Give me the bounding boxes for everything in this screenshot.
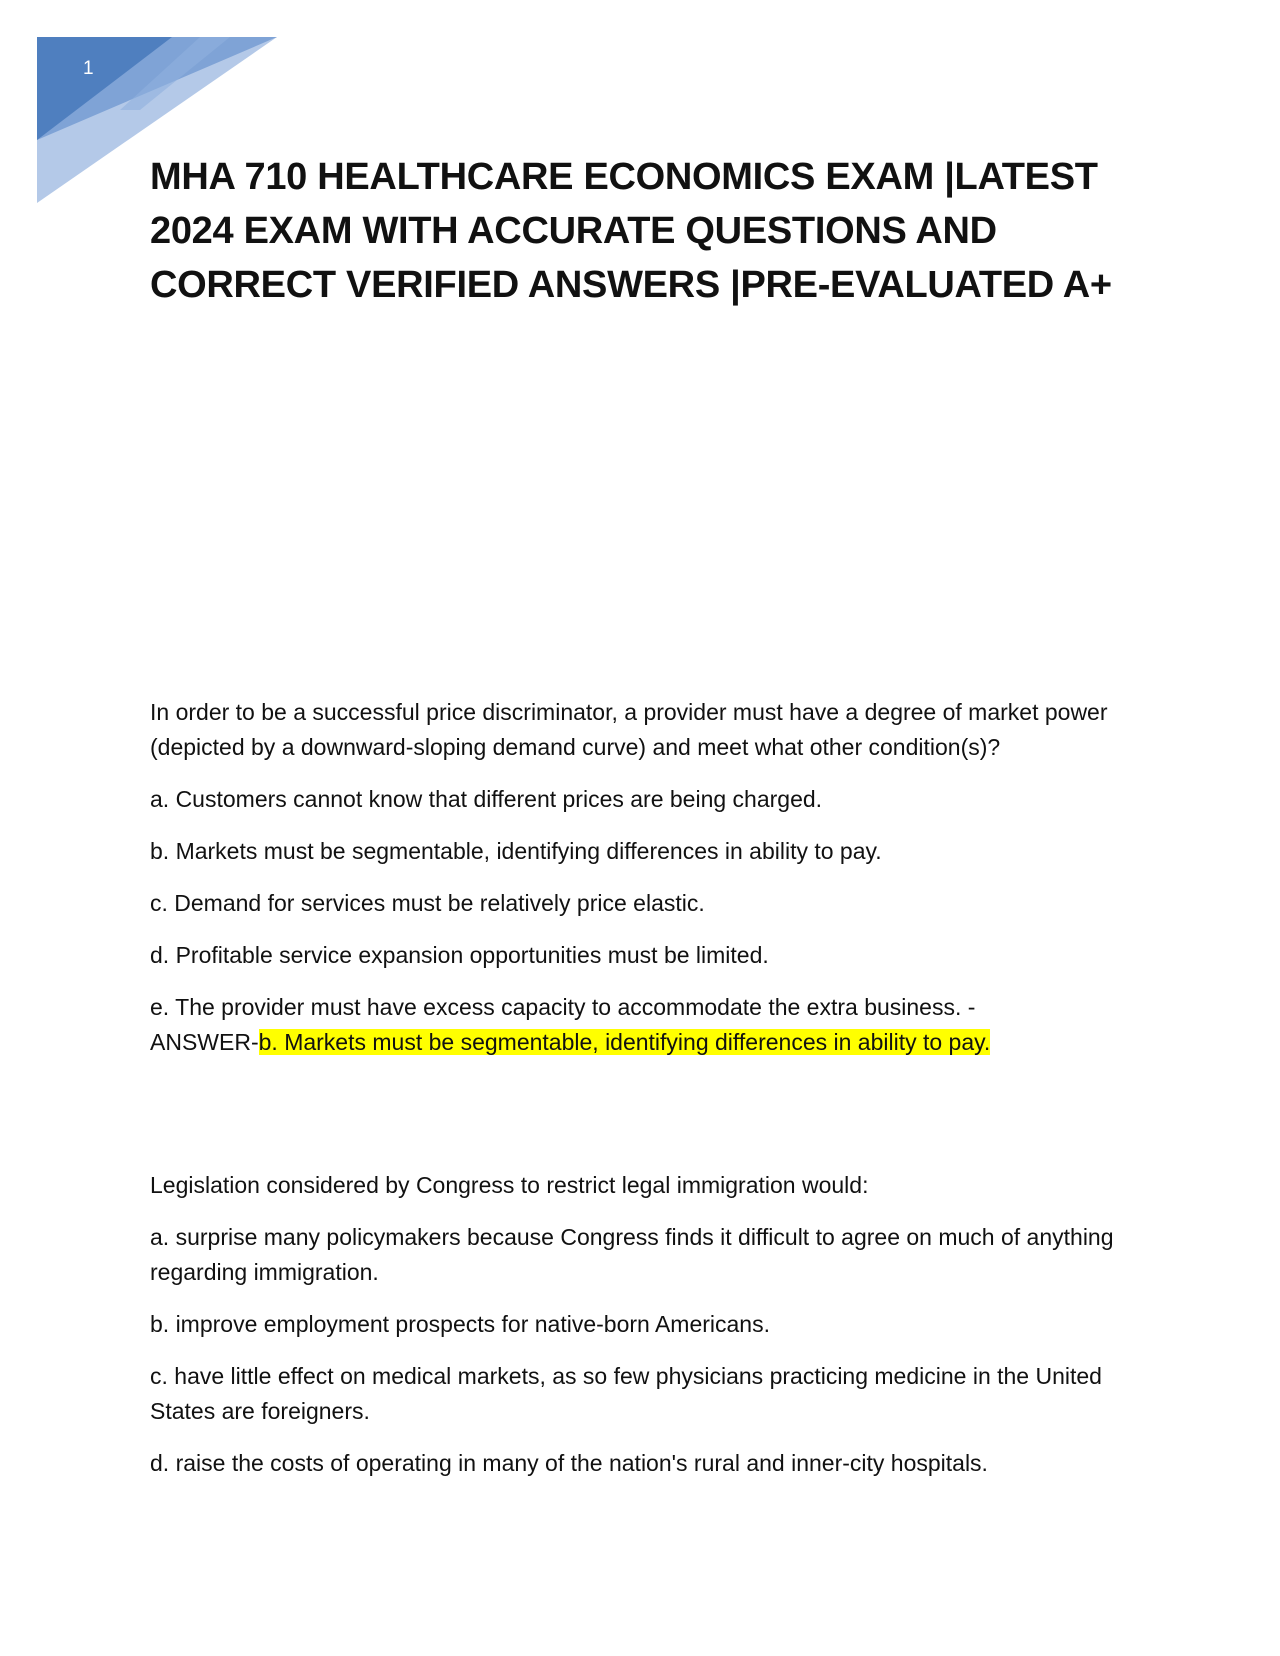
answer-option: a. Customers cannot know that different prices are being charged. <box>150 786 823 812</box>
answer-option: b. Markets must be segmentable, identifying differences in ability to pay. <box>150 838 882 864</box>
page-number: 1 <box>83 58 94 79</box>
document-title: MHA 710 HEALTHCARE ECONOMICS EXAM |LATEST 2024 EXAM WITH ACCURATE QUESTIONS AND CORRECT VERIFIED ANSWERS |PRE-EVALUATED A+ <box>150 156 1112 306</box>
answer-option: c. have little effect on medical markets, as so few physicians practicing medicine in the United States are foreigners. <box>150 1363 1102 1424</box>
answer-option: d. Profitable service expansion opportunities must be limited. <box>150 942 769 968</box>
answer-option: d. raise the costs of operating in many of the nation's rural and inner-city hospitals. <box>150 1450 988 1476</box>
answer-option: c. Demand for services must be relatively price elastic. <box>150 890 705 916</box>
question-2 <box>150 1168 1130 1498</box>
answer-option: e. The provider must have excess capacity to accommodate the extra business. - <box>150 994 976 1020</box>
answer-option-with-answer <box>150 990 1130 1060</box>
question-stem: In order to be a successful price discriminator, a provider must have a degree of market power (depicted by a downward-sloping demand curve) and meet what other condition(s)? <box>150 699 1108 760</box>
question-stem: Legislation considered by Congress to restrict legal immigration would: <box>150 1172 869 1198</box>
question-1 <box>150 695 1130 1077</box>
answer-option: b. improve employment prospects for native-born Americans. <box>150 1311 770 1337</box>
answer-option: a. surprise many policymakers because Congress finds it difficult to agree on much of anything regarding immigration. <box>150 1224 1114 1285</box>
highlighted-answer: b. Markets must be segmentable, identifying differences in ability to pay. <box>258 1029 991 1055</box>
answer-prefix: ANSWER- <box>150 1029 259 1055</box>
